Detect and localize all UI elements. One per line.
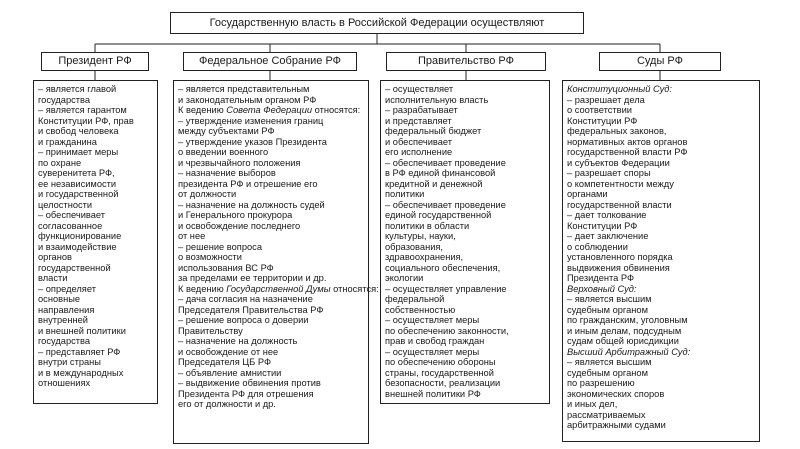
- text-run: страны, государственной: [385, 367, 494, 378]
- text-line: [38, 357, 154, 368]
- text-line: [385, 294, 546, 305]
- column-president: [33, 80, 158, 404]
- text-run: К ведению: [178, 283, 227, 294]
- text-line: [567, 210, 756, 221]
- text-line: [178, 95, 365, 106]
- text-run: Конституции РФ: [567, 115, 638, 126]
- text-run: – решение вопроса о доверии: [178, 315, 309, 325]
- text-run: и гражданина: [38, 136, 97, 147]
- text-run: Конституции РФ, прав: [38, 115, 134, 126]
- text-run: установленного порядка: [567, 252, 673, 262]
- section-label: Конституционный Суд:: [567, 84, 672, 94]
- text-run: – является главой: [38, 84, 117, 94]
- text-line: [178, 273, 365, 284]
- text-line: [567, 231, 756, 242]
- text-line: [38, 263, 154, 274]
- text-line: [38, 315, 154, 326]
- text-line: [38, 179, 154, 190]
- text-run: согласованное: [38, 220, 103, 231]
- text-line: [567, 158, 756, 169]
- text-run: от нее: [178, 231, 206, 241]
- text-run: и чрезвычайного положения: [178, 157, 301, 168]
- text-line: [385, 263, 546, 274]
- text-line: [38, 158, 154, 169]
- text-line: [178, 105, 365, 116]
- text-run: использования ВС РФ: [178, 262, 274, 273]
- text-line: [178, 84, 365, 95]
- text-line: [178, 305, 365, 316]
- text-run: и субъектов Федерации: [567, 157, 670, 168]
- text-run: образования,: [385, 241, 444, 252]
- text-line: [567, 95, 756, 106]
- text-line: [178, 200, 365, 211]
- text-run: за пределами ее территории и др.: [178, 273, 327, 283]
- text-run: – дает толкование: [567, 210, 647, 220]
- text-line: [567, 252, 756, 263]
- text-run: государственной власти РФ: [567, 147, 688, 157]
- text-run: органами: [567, 189, 608, 199]
- text-run: государственной власти: [567, 199, 672, 210]
- column-title-president: Президент РФ: [41, 52, 149, 71]
- text-run: – обеспечивает: [38, 210, 106, 220]
- text-line: [385, 252, 546, 263]
- text-line: [38, 95, 154, 106]
- text-run: по охране: [38, 157, 82, 168]
- text-run: государства: [38, 336, 91, 346]
- text-line: [567, 305, 756, 316]
- text-line: [385, 347, 546, 358]
- text-run: направления: [38, 304, 95, 315]
- text-line: [38, 347, 154, 358]
- text-run: и свобод человека: [38, 126, 119, 136]
- text-run: о соблюдении: [567, 241, 628, 252]
- text-line: [385, 189, 546, 200]
- text-run: единой государственной: [385, 210, 492, 220]
- text-run: федеральный бюджет: [385, 126, 482, 136]
- text-run: по гражданским, уголовным: [567, 315, 688, 325]
- text-run: власти: [38, 273, 68, 283]
- text-line: [178, 242, 365, 253]
- text-line: [385, 210, 546, 221]
- text-line: [567, 221, 756, 232]
- text-run: – разрабатывает: [385, 105, 458, 115]
- text-run: – является гарантом: [38, 105, 127, 115]
- text-run: – принимает меры: [38, 147, 119, 157]
- text-line: [567, 147, 756, 158]
- text-line: [567, 378, 756, 389]
- text-line: [385, 357, 546, 368]
- text-run: относятся:: [330, 283, 379, 294]
- text-line: [385, 221, 546, 232]
- text-run: и законодательным органом РФ: [178, 94, 317, 105]
- column-federal-assembly: [173, 80, 379, 444]
- text-line: [567, 294, 756, 305]
- text-line: [567, 410, 756, 421]
- text-run: собственностью: [385, 304, 456, 315]
- text-line: [385, 84, 546, 95]
- text-run: судам общей юрисдикции: [567, 336, 679, 346]
- text-run: – обеспечивает проведение: [385, 157, 506, 168]
- text-run: культуры, науки,: [385, 231, 456, 241]
- text-line: [38, 242, 154, 253]
- text-line: [38, 116, 154, 127]
- text-run: суверенитета РФ,: [38, 168, 115, 178]
- text-run: и государственной: [38, 189, 119, 199]
- text-line: [385, 168, 546, 179]
- text-line: [38, 294, 154, 305]
- text-line: [178, 179, 365, 190]
- text-line: [385, 378, 546, 389]
- text-run: – назначение на должность: [178, 336, 298, 346]
- text-line: [178, 326, 365, 337]
- text-run: Правительству: [178, 325, 243, 336]
- text-line: [385, 389, 546, 400]
- text-line: [385, 126, 546, 137]
- text-line: [38, 368, 154, 379]
- text-run: – является высшим: [567, 294, 652, 304]
- text-run: – разрешает споры: [567, 168, 651, 178]
- text-line: [385, 326, 546, 337]
- text-run: кредитной и денежной: [385, 178, 483, 189]
- text-run: – утверждение изменения границ: [178, 115, 324, 126]
- text-line: [567, 357, 756, 368]
- text-run: – осуществляет: [385, 84, 454, 94]
- text-run: – назначение на должность судей: [178, 199, 325, 210]
- text-run: и освобождение последнего: [178, 220, 301, 231]
- text-run: его от должности и др.: [178, 399, 276, 409]
- column-government: [380, 80, 550, 404]
- text-line: [567, 200, 756, 211]
- text-run: о компетентности между: [567, 178, 674, 189]
- text-run: социального обеспечения,: [385, 262, 501, 273]
- text-run: – объявление амнистии: [178, 367, 282, 378]
- column-title-government: Правительство РФ: [386, 52, 546, 71]
- text-run: рассматриваемых: [567, 409, 646, 420]
- text-run: о соответствии: [567, 105, 632, 115]
- column-title-federal-assembly: Федеральное Собрание РФ: [183, 52, 357, 71]
- text-run: – осуществляет меры: [385, 315, 480, 325]
- text-line: [38, 326, 154, 337]
- text-run: и представляет: [385, 115, 452, 126]
- text-line: [178, 378, 365, 389]
- text-line: [38, 126, 154, 137]
- text-line: [38, 200, 154, 211]
- text-line: [567, 105, 756, 116]
- text-run: – является представительным: [178, 84, 310, 94]
- text-run: и иным делам, подсудным: [567, 325, 682, 336]
- text-run: о введении военного: [178, 147, 269, 157]
- text-run: – осуществляет управление: [385, 283, 507, 294]
- text-line: [567, 368, 756, 379]
- text-run: – является высшим: [567, 357, 652, 367]
- text-line: [567, 179, 756, 190]
- text-line: [567, 189, 756, 200]
- text-line: [178, 399, 365, 410]
- text-line: [38, 284, 154, 295]
- text-line: [567, 137, 756, 148]
- text-run: исполнительную власть: [385, 94, 489, 105]
- text-run: – решение вопроса: [178, 241, 263, 252]
- text-line: [38, 210, 154, 221]
- section-label: Высший Арбитражный Суд:: [567, 346, 691, 357]
- text-line: [178, 357, 365, 368]
- text-run: – разрешает дела: [567, 94, 645, 105]
- text-line: [178, 283, 379, 295]
- text-line: [178, 252, 365, 263]
- section-label: Совета Федерации: [226, 105, 313, 115]
- text-line: [38, 252, 154, 263]
- text-line: [567, 389, 756, 400]
- text-line: [178, 168, 365, 179]
- text-line: [178, 147, 365, 158]
- text-run: экономических споров: [567, 388, 665, 399]
- text-run: Конституции РФ: [567, 220, 638, 231]
- text-line: [385, 95, 546, 106]
- text-run: государства: [38, 94, 91, 105]
- text-run: и иных дел,: [567, 399, 618, 409]
- text-line: [178, 368, 365, 379]
- text-run: – назначение выборов: [178, 168, 276, 178]
- text-run: внутренней: [38, 315, 88, 325]
- text-run: по разрешению: [567, 378, 635, 388]
- text-run: относятся:: [312, 105, 361, 115]
- text-line: [385, 158, 546, 169]
- text-run: между субъектами РФ: [178, 126, 275, 136]
- text-line: [178, 389, 365, 400]
- text-line: [178, 221, 365, 232]
- text-run: судебным органом: [567, 367, 648, 378]
- text-line: [38, 221, 154, 232]
- text-run: здравоохранения,: [385, 252, 464, 262]
- text-line: [567, 84, 756, 95]
- text-line: [178, 158, 365, 169]
- text-line: [38, 189, 154, 200]
- text-line: [385, 284, 546, 295]
- text-line: [567, 326, 756, 337]
- text-run: выдвижения обвинения: [567, 262, 670, 273]
- text-line: [385, 273, 546, 284]
- text-line: [385, 305, 546, 316]
- text-line: [38, 105, 154, 116]
- text-run: нормативных актов органов: [567, 136, 688, 147]
- text-run: – выдвижение обвинения против: [178, 378, 321, 388]
- text-line: [178, 294, 365, 305]
- text-line: [178, 189, 365, 200]
- text-run: – определяет: [38, 283, 96, 294]
- text-line: [178, 315, 365, 326]
- section-label: Верховный Суд:: [567, 283, 637, 294]
- text-line: [385, 368, 546, 379]
- text-run: федеральных законов,: [567, 126, 667, 136]
- text-line: [178, 263, 365, 274]
- text-line: [178, 116, 365, 127]
- section-label: Государственной Думы: [226, 283, 331, 294]
- text-run: К ведению: [178, 105, 227, 115]
- text-run: государственной: [38, 262, 111, 273]
- text-run: и внешней политики: [38, 325, 126, 336]
- text-run: отношениях: [38, 378, 91, 388]
- text-run: – осуществляет меры: [385, 346, 480, 357]
- text-line: [178, 126, 365, 137]
- text-line: [38, 273, 154, 284]
- text-run: внешней политики РФ: [385, 388, 481, 399]
- text-run: функционирование: [38, 231, 122, 241]
- text-line: [385, 137, 546, 148]
- text-run: Председателя Правительства РФ: [178, 304, 324, 315]
- text-line: [385, 105, 546, 116]
- text-line: [385, 147, 546, 158]
- text-run: политики: [385, 189, 425, 199]
- column-title-courts: Суды РФ: [599, 52, 721, 71]
- text-run: и обеспечивает: [385, 136, 453, 147]
- text-line: [38, 147, 154, 158]
- text-line: [385, 315, 546, 326]
- text-line: [567, 263, 756, 274]
- text-line: [178, 210, 365, 221]
- text-run: Президента РФ для отрешения: [178, 388, 314, 399]
- text-line: [385, 336, 546, 347]
- text-line: [385, 116, 546, 127]
- text-run: президента РФ и отрешение его: [178, 178, 318, 189]
- text-run: – утверждение указов Президента: [178, 136, 327, 147]
- text-run: его исполнение: [385, 147, 453, 157]
- text-run: – обеспечивает проведение: [385, 199, 506, 210]
- text-line: [385, 242, 546, 253]
- text-line: [567, 336, 756, 347]
- text-line: [178, 347, 365, 358]
- text-line: [38, 305, 154, 316]
- text-line: [567, 242, 756, 253]
- text-line: [178, 336, 365, 347]
- text-line: [385, 179, 546, 190]
- text-run: безопасности, реализации: [385, 378, 501, 388]
- text-line: [38, 84, 154, 95]
- text-run: арбитражными судами: [567, 420, 666, 430]
- text-line: [567, 284, 756, 295]
- text-run: Председателя ЦБ РФ: [178, 357, 272, 367]
- text-run: внутри страны: [38, 357, 101, 367]
- text-run: и взаимодействие: [38, 241, 117, 252]
- text-run: основные: [38, 294, 81, 304]
- text-run: и освобождение от нее: [178, 346, 279, 357]
- text-run: целостности: [38, 199, 93, 210]
- text-run: ее независимости: [38, 178, 117, 189]
- text-line: [567, 116, 756, 127]
- text-run: экологии: [385, 273, 424, 283]
- text-run: прав и свобод граждан: [385, 336, 485, 346]
- text-line: [385, 200, 546, 211]
- text-line: [38, 168, 154, 179]
- text-run: – дача согласия на назначение: [178, 294, 313, 304]
- text-line: [567, 126, 756, 137]
- text-line: [38, 378, 154, 389]
- text-line: [178, 231, 365, 242]
- text-line: [567, 399, 756, 410]
- text-run: политики в области: [385, 220, 470, 231]
- text-line: [567, 347, 756, 358]
- text-run: органов: [38, 252, 72, 262]
- text-run: и в международных: [38, 367, 124, 378]
- text-run: судебным органом: [567, 304, 648, 315]
- text-run: и Генерального прокурора: [178, 210, 293, 220]
- text-line: [567, 168, 756, 179]
- text-run: в РФ единой финансовой: [385, 168, 496, 178]
- text-run: – представляет РФ: [38, 346, 121, 357]
- text-line: [178, 137, 365, 148]
- text-line: [385, 231, 546, 242]
- text-run: по обеспечению обороны: [385, 357, 496, 367]
- text-line: [38, 336, 154, 347]
- text-line: [38, 231, 154, 242]
- column-courts: [562, 80, 760, 442]
- text-line: [38, 137, 154, 148]
- text-line: [567, 315, 756, 326]
- text-run: Президента РФ: [567, 273, 635, 283]
- text-run: – дает заключение: [567, 231, 649, 241]
- text-run: федеральной: [385, 294, 445, 304]
- diagram-title: Государственную власть в Российской Федерации осуществляют: [170, 12, 584, 34]
- text-run: по обеспечению законности,: [385, 325, 509, 336]
- text-run: о возможности: [178, 252, 242, 262]
- text-line: [567, 420, 756, 431]
- text-line: [567, 273, 756, 284]
- text-run: от должности: [178, 189, 237, 199]
